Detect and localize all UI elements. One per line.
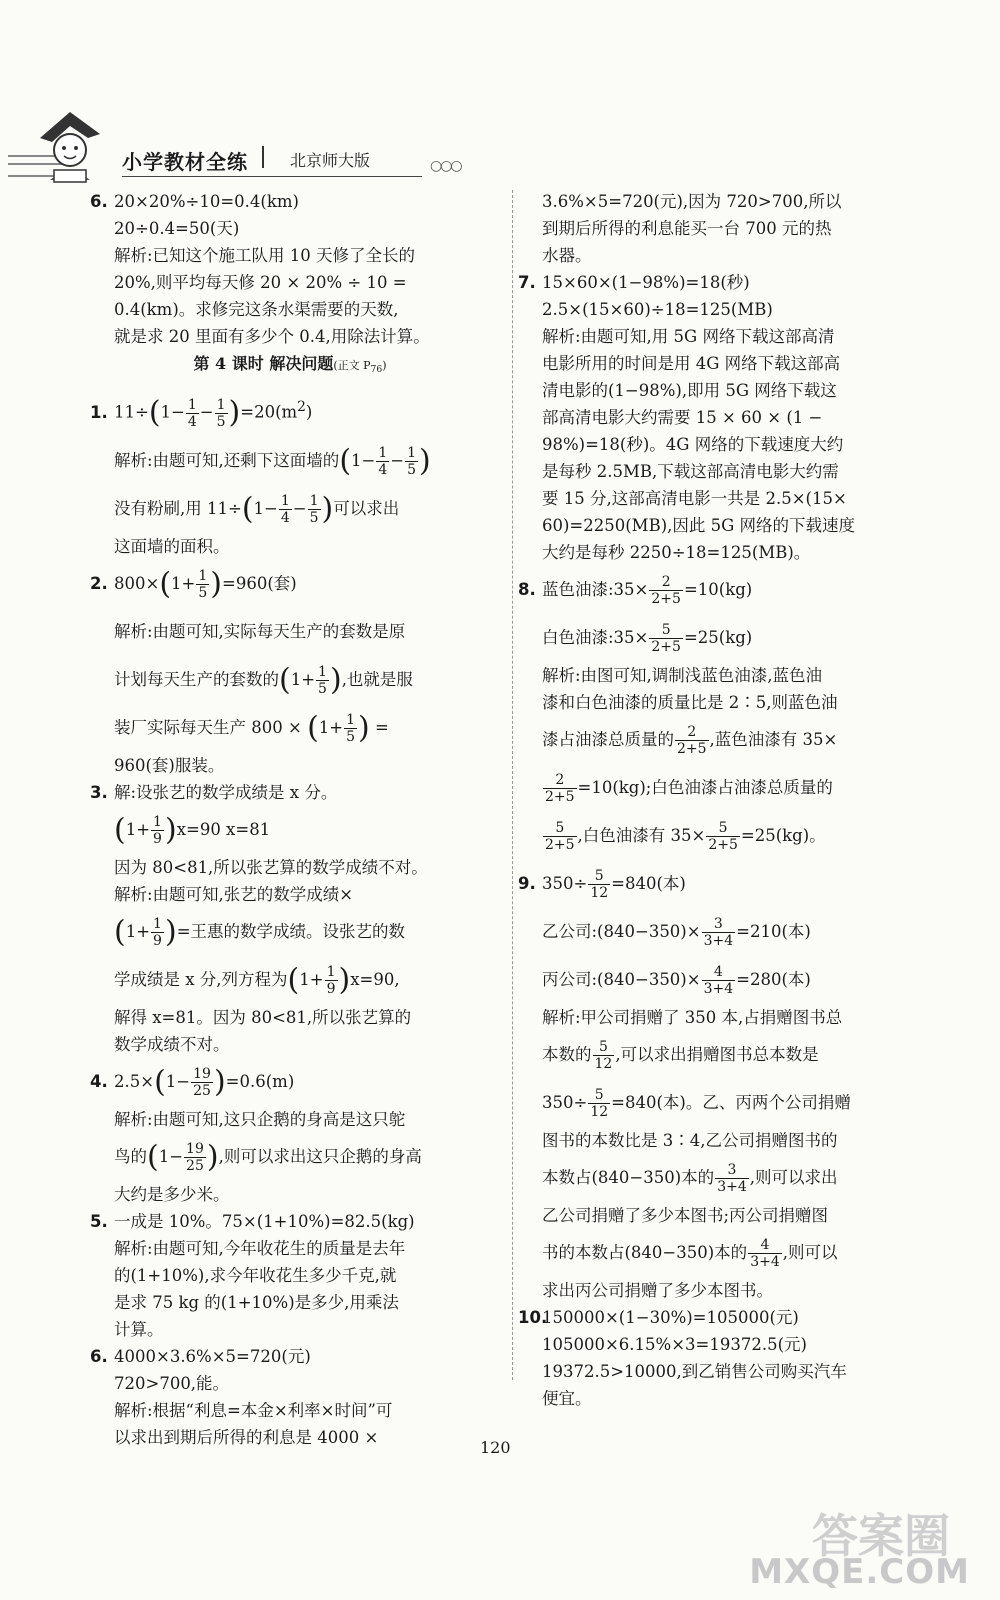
explanation-line: 漆和白色油漆的质量比是 2∶5,则蓝色油 [542,693,838,712]
watermark [740,1500,970,1590]
explanation-line: 960(套)服装。 [114,755,225,775]
explanation-line: 解析:根据“利息=本金×利率×时间”可 [114,1400,393,1420]
header-dots-decoration: ○○○ [430,158,461,174]
explanation-line: 解得 x=81。因为 80<81,所以张艺算的 [114,1007,412,1027]
watermark-url: MXQE.COM [749,1552,970,1592]
explanation-line: 乙公司捐赠了多少本图书;丙公司捐赠图 [542,1206,829,1225]
explanation-line: 是每秒 2.5MB,下载这部高清电影大约需 [542,462,839,481]
fraction: $\frac{1}{5}$ [216,396,226,430]
explanation-line: 350÷ $\frac{5}{12}$ =840(本)。乙、丙两个公司捐赠 [542,1087,851,1120]
question-number: 7. [518,273,536,292]
answer-line: (1+ $\frac{1}{9}$ )x=90 x=81 [114,812,271,848]
question-number: 5. [90,1211,108,1231]
explanation-line: 98%)=18(秒)。4G 网络的下载速度大约 [542,435,844,454]
explanation-line: $\frac{2}{2+5}$ =10(kg);白色油漆占油漆总质量的 [545,772,833,805]
explanation-line: 60)=2250(MB),因此 5G 网络的下载速度 [542,516,856,535]
answer-line: 白色油漆:35× $\frac{5}{2+5}$ =25(kg) [542,622,753,655]
explanation-line: 鸟的(1− $\frac{19}{25}$ ),则可以求出这只企鹅的身高 [114,1139,422,1175]
answer-line: 丙公司:(840−350)× $\frac{4}{3+4}$ =280(本) [542,964,811,997]
question-number: 8. [518,580,536,599]
question-number: 3. [90,782,108,802]
explanation-line: (1+ $\frac{1}{9}$ )=王惠的数学成绩。设张艺的数 [114,914,406,950]
explanation-line: 数学成绩不对。 [114,1034,230,1054]
explanation-line: 这面墙的面积。 [114,536,230,556]
explanation-line: 部高清电影大约需要 15 × 60 × (1 − [542,408,823,427]
mascot-icon [30,108,110,188]
explanation-line: 解析:由题可知,用 5G 网络下载这部高清 [542,327,835,346]
header-separator [262,146,264,168]
page-header [0,108,1000,188]
explanation-line: 就是求 20 里面有多少个 0.4,用除法计算。 [114,327,430,346]
lesson-title: 第 4 课时 解决问题(正文 $P_{76}$) [193,354,387,376]
explanation-line: 水器。 [542,246,592,265]
fraction: $\frac{19}{25}$ [193,1065,211,1099]
question-number: 2. [90,573,108,593]
explanation-line: 是求 75 kg 的(1+10%)是多少,用乘法 [114,1292,399,1312]
column-divider [512,190,513,1380]
answer-line: 因为 80<81,所以张艺算的数学成绩不对。 [114,857,428,877]
fraction: $\frac{1}{4}$ [187,396,197,430]
explanation-line: 大约是多少米。 [114,1184,230,1204]
question-number: 9. [518,874,536,893]
header-rule [122,176,422,177]
explanation-line: 计划每天生产的套数的(1+ $\frac{1}{5}$ ),也就是服 [114,662,413,698]
answer-line: 2.5×(15×60)÷18=125(MB) [542,300,773,319]
answer-line: 便宜。 [542,1389,592,1408]
explanation-line: 到期后所得的利息能买一台 700 元的热 [542,219,832,238]
explanation-line: 解析:由题可知,实际每天生产的套数是原 [114,621,406,641]
explanation-line: 解析:由题可知,今年收花生的质量是去年 [114,1238,406,1258]
explanation-line: 解析:已知这个施工队用 10 天修了全长的 [114,246,416,265]
answer-line: 19372.5>10000,到乙销售公司购买汽车 [542,1362,847,1381]
page-number: 120 [480,1438,511,1457]
answer-line: 20÷0.4=50(天) [114,219,240,238]
header-brand: 小学教材全练 [122,150,248,174]
explanation-line: 本数占(840−350)本的 $\frac{3}{3+4}$ ,则可以求出 [542,1162,838,1195]
explanation-line: 解析:甲公司捐赠了 350 本,占捐赠图书总 [542,1008,843,1027]
watermark-logo: 答案圈 [812,1509,950,1563]
explanation-line: 本数的 $\frac{5}{12}$ ,可以求出捐赠图书总本数是 [542,1039,819,1072]
left-column: 6. 20×20%÷10=0.4(km) 20÷0.4=50(天) 解析:已知这个施工队用 10 天修了全长的 20%,则平均每天修 20 × 20% ÷ 10 = 0.4(km)。求修完这条水渠需要的天数, 就是求 20 里面有多少个 0.4,用除法计算。 第 4 课时 解决问题(正文 $P_{76}$) 1. 11÷(1− $\frac{1}{4}$ − $\frac{1}{5}$ )$=20(m^2)$ 解析:由题可知,还剩下这面墙的(1− $\frac{1}{4}$ − $\frac{1}{5}$ ) 没有粉刷,用 11÷(1− $\frac{1}{4}$ − $\frac{1}{5}$ )可以求出 这面墙的面积。 2. 800×(1+ $\frac{1}{5}$ )=960(套) 解析:由题可知,实际每天生产的套数是原 计划每天生产的套数的(1+ $\frac{1}{5}$ ),也就是服 装厂实际每天生产 800 × (1+ $\frac{1}{5}$ ) = 960(套)服装。 3. 解:设张艺的数学成绩是 x 分。 (1+ $\frac{1}{9}$ )x=90 x=81 因为 80<81,所以张艺算的数学成绩不对。 解析:由题可知,张艺的数学成绩× (1+ $\frac{1}{9}$ )=王惠的数学成绩。设张艺的数 学成绩是 x 分,列方程为(1+ $\frac{1}{9}$ )x=90, 解得 x=81。因为 80<81,所以张艺算的 数学成绩不对。 4. 2.5×(1− $\frac{19}{25}$ )=0.6(m) 解析:由题可知,这只企鹅的身高是这只鸵 鸟的(1− $\frac{19}{25}$ ),则可以求出这只企鹅的身高 大约是多少米。 5. 一成是 10%。75×(1+10%)=82.5(kg) 解析:由题可知,今年收花生的质量是去年 的(1+10%),求今年收花生多少千克,就 是求 75 kg 的(1+10%)是多少,用乘法 计算。 6. 4000×3.6%×5=720(元) 720>700,能。 解析:根据“利息=本金×利率×时间”可 以求出到期后所得的利息是 4000 × [90,188,490,1451]
answer-line: 20×20%÷10=0.4(km) [114,192,299,211]
answer-line: 乙公司:(840−350)× $\frac{3}{3+4}$ =210(本) [542,916,811,949]
fraction: $\frac{5}{12}$ [590,868,609,901]
explanation-line: 解析:由题可知,还剩下这面墙的(1− $\frac{1}{4}$ − $\frac{1}{5}$ ) [114,443,431,479]
explanation-line: 书的本数占(840−350)本的 $\frac{4}{3+4}$ ,则可以 [542,1237,838,1270]
question-number: 6. [90,1346,108,1366]
explanation-line: 没有粉刷,用 11÷(1− $\frac{1}{4}$ − $\frac{1}{5}$ )可以求出 [114,491,400,527]
explanation-line: 要 15 分,这部高清电影一共是 2.5×(15× [542,489,847,508]
answer-line: 105000×6.15%×3=19372.5(元) [542,1335,807,1354]
question-number: 1. [90,402,108,422]
right-column: 3.6%×5=720(元),因为 720>700,所以 到期后所得的利息能买一台 700 元的热 水器。 7. 15×60×(1−98%)=18(秒) 2.5×(15×60)÷18=125(MB) 解析:由题可知,用 5G 网络下载这部高清 电影所用的时间是用 4G 网络下载这部高 清电影的(1−98%),即用 5G 网络下载这 部高清电影大约需要 15 × 60 × (1 − 98%)=18(秒)。4G 网络的下载速度大约 是每秒 2.5MB,下载这部高清电影大约需 要 15 分,这部高清电影一共是 2.5×(15× 60)=2250(MB),因此 5G 网络的下载速度 大约是每秒 2250÷18=125(MB)。 8. 蓝色油漆:35× $\frac{2}{2+5}$ =10(kg) 白色油漆:35× $\frac{5}{2+5}$ =25(kg) 解析:由图可知,调制浅蓝色油漆,蓝色油 漆和白色油漆的质量比是 2∶5,则蓝色油 漆占油漆总质量的 $\frac{2}{2+5}$ ,蓝色油漆有 35× $\frac{2}{2+5}$ =10(kg);白色油漆占油漆总质量的 $\frac{5}{2+5}$ ,白色油漆有 35× $\frac{5}{2+5}$ =25(kg)。 9. 350÷ $\frac{5}{12}$ =840(本) 乙公司:(840−350)× $\frac{3}{3+4}$ =210(本) 丙公司:(840−350)× $\frac{4}{3+4}$ =280(本) 解析:甲公司捐赠了 350 本,占捐赠图书总 本数的 $\frac{5}{12}$ ,可以求出捐赠图书总本数是 350÷ $\frac{5}{12}$ =840(本)。乙、丙两个公司捐赠 图书的本数比是 3∶4,乙公司捐赠图书的 本数占(840−350)本的 $\frac{3}{3+4}$ ,则可以求出 乙公司捐赠了多少本图书;丙公司捐赠图 书的本数占(840−350)本的 $\frac{4}{3+4}$ ,则可以 求出丙公司捐赠了多少本图书。 10.150000×(1−30%)=105000(元) 105000×6.15%×3=19372.5(元) 19372.5>10000,到乙销售公司购买汽车 便宜。 [518,188,918,1412]
fraction: $\frac{2}{2+5}$ [651,574,681,607]
explanation-line: 以求出到期后所得的利息是 4000 × [114,1427,379,1447]
header-edition: 北京师大版 [290,151,371,170]
explanation-line: 计算。 [114,1319,164,1339]
explanation-line: 0.4(km)。求修完这条水渠需要的天数, [114,300,399,319]
explanation-line: 装厂实际每天生产 800 × (1+ $\frac{1}{5}$ ) = [114,710,389,746]
explanation-line: 解析:由图可知,调制浅蓝色油漆,蓝色油 [542,666,823,685]
explanation-line: 20%,则平均每天修 20 × 20% ÷ 10 = [114,273,407,292]
explanation-line: 图书的本数比是 3∶4,乙公司捐赠图书的 [542,1131,838,1150]
explanation-line: 的(1+10%),求今年收花生多少千克,就 [114,1265,397,1285]
explanation-line: 漆占油漆总质量的 $\frac{2}{2+5}$ ,蓝色油漆有 35× [542,724,838,757]
answer-line: 720>700,能。 [114,1373,230,1393]
explanation-line: $\frac{5}{2+5}$ ,白色油漆有 35× $\frac{5}{2+5}$ =25(kg)。 [545,820,826,853]
question-number: 6. [90,192,108,211]
explanation-line: 3.6%×5=720(元),因为 720>700,所以 [542,192,842,211]
question-number: 10. [518,1308,548,1327]
explanation-line: 学成绩是 x 分,列方程为(1+ $\frac{1}{9}$ )x=90, [114,962,400,998]
explanation-line: 大约是每秒 2250÷18=125(MB)。 [542,543,811,562]
explanation-line: 解析:由题可知,这只企鹅的身高是这只鸵 [114,1109,406,1129]
explanation-line: 清电影的(1−98%),即用 5G 网络下载这 [542,381,837,400]
fraction: $\frac{1}{5}$ [198,567,208,601]
explanation-line: 解析:由题可知,张艺的数学成绩× [114,884,354,904]
question-number: 4. [90,1071,108,1091]
explanation-line: 求出丙公司捐赠了多少本图书。 [542,1281,773,1300]
explanation-line: 电影所用的时间是用 4G 网络下载这部高 [542,354,841,373]
